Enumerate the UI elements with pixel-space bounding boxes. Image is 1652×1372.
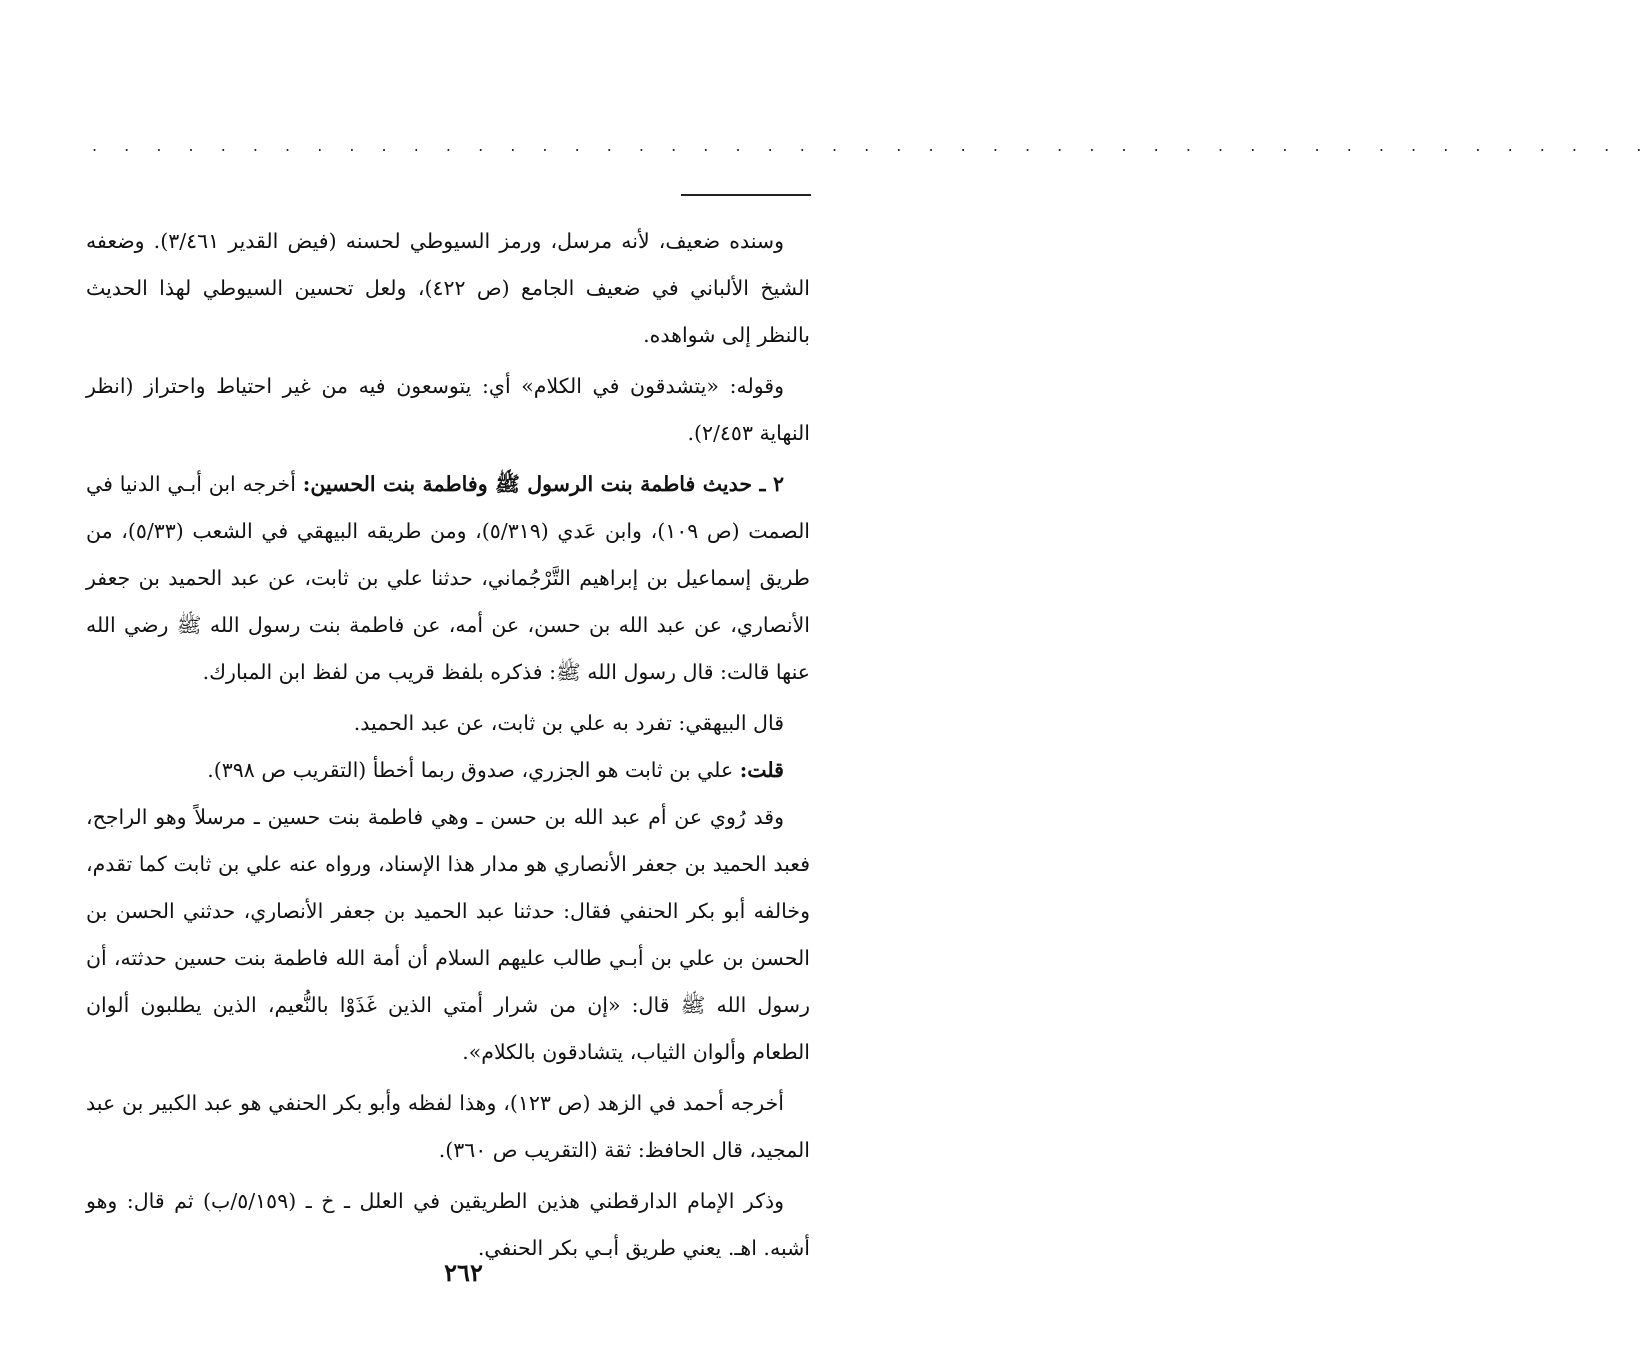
hadith-heading: ٢ ـ حديث فاطمة بنت الرسول ﷺ وفاطمة بنت الحسين: bbox=[302, 472, 784, 496]
paragraph-3 bbox=[86, 461, 810, 696]
footnote-rule bbox=[681, 194, 811, 196]
footnote-text bbox=[86, 218, 810, 1272]
paragraph-5-body: علي بن ثابت هو الجزري، صدوق ربما أخطأ (التقريب ص ٣٩٨). bbox=[207, 758, 740, 782]
paragraph-7: أخرجه أحمد في الزهد (ص ١٢٣)، وهذا لفظه وأبو بكر الحنفي هو عبد الكبير بن عبد المجيد، قال الحافظ: ثقة (التقريب ص ٣٦٠). bbox=[86, 1091, 810, 1162]
page-number: ٢٦٢ bbox=[444, 1258, 483, 1287]
paragraph-3-body: أخرجه ابن أبـي الدنيا في الصمت (ص ١٠٩)، وابن عَدي (٥/٣١٩)، ومن طريقه البيهقي في الشعب (٥/٣٣)، من طريق إسماعيل بن إبراهيم التَّرْجُماني، حدثنا علي بن ثابت، عن عبد الحميد بن جعفر الأنصاري، عن عبد الله بن حسن، عن أمه، عن فاطمة بنت رسول الله ﷺ رضي الله عنها قالت: قال رسول الله ﷺ: فذكره بلفظ قريب من لفظ ابن المبارك. bbox=[86, 472, 811, 684]
paragraph-2: وقوله: «يتشدقون في الكلام» أي: يتوسعون فيه من غير احتياط واحتراز (انظر النهاية ٢/٤٥٣). bbox=[86, 374, 810, 445]
paragraph-4: قال البيهقي: تفرد به علي بن ثابت، عن عبد الحميد. bbox=[353, 711, 784, 735]
dotted-separator: . . . . . . . . . . . . . . . . . . . . . . . . . . . . . . . . . . . . . . . . . . . . . . . . . bbox=[92, 136, 1652, 155]
paragraph-6: وقد رُوي عن أم عبد الله بن حسن ـ وهي فاطمة بنت حسين ـ مرسلاً وهو الراجح، فعبد الحميد بن جعفر الأنصاري هو مدار هذا الإسناد، ورواه عنه علي بن ثابت كما تقدم، وخالفه أبو بكر الحنفي فقال: حدثنا عبد الحميد بن جعفر الأنصاري، حدثني الحسن بن الحسن بن علي بن أبـي طالب عليهم السلام أن أمة الله فاطمة بنت حسين حدثته، أن رسول الله ﷺ قال: «إن من شرار أمتي الذين غَذَوْا بالنُّعيم، الذين يطلبون ألوان الطعام وألوان الثياب، يتشادقون بالكلام». bbox=[86, 805, 810, 1064]
paragraph-8: وذكر الإمام الدارقطني هذين الطريقين في العلل ـ خ ـ (٥/١٥٩/ب) ثم قال: وهو أشبه. اهـ. يعني طريق أبـي بكر الحنفي. bbox=[86, 1189, 810, 1260]
paragraph-1: وسنده ضعيف، لأنه مرسل، ورمز السيوطي لحسنه (فيض القدير ٣/٤٦١). وضعفه الشيخ الألباني في ضعيف الجامع (ص ٤٢٢)، ولعل تحسين السيوطي لهذا الحديث بالنظر إلى شواهده. bbox=[86, 229, 810, 347]
qultu-label: قلت: bbox=[739, 758, 784, 782]
paragraph-5 bbox=[86, 747, 810, 794]
